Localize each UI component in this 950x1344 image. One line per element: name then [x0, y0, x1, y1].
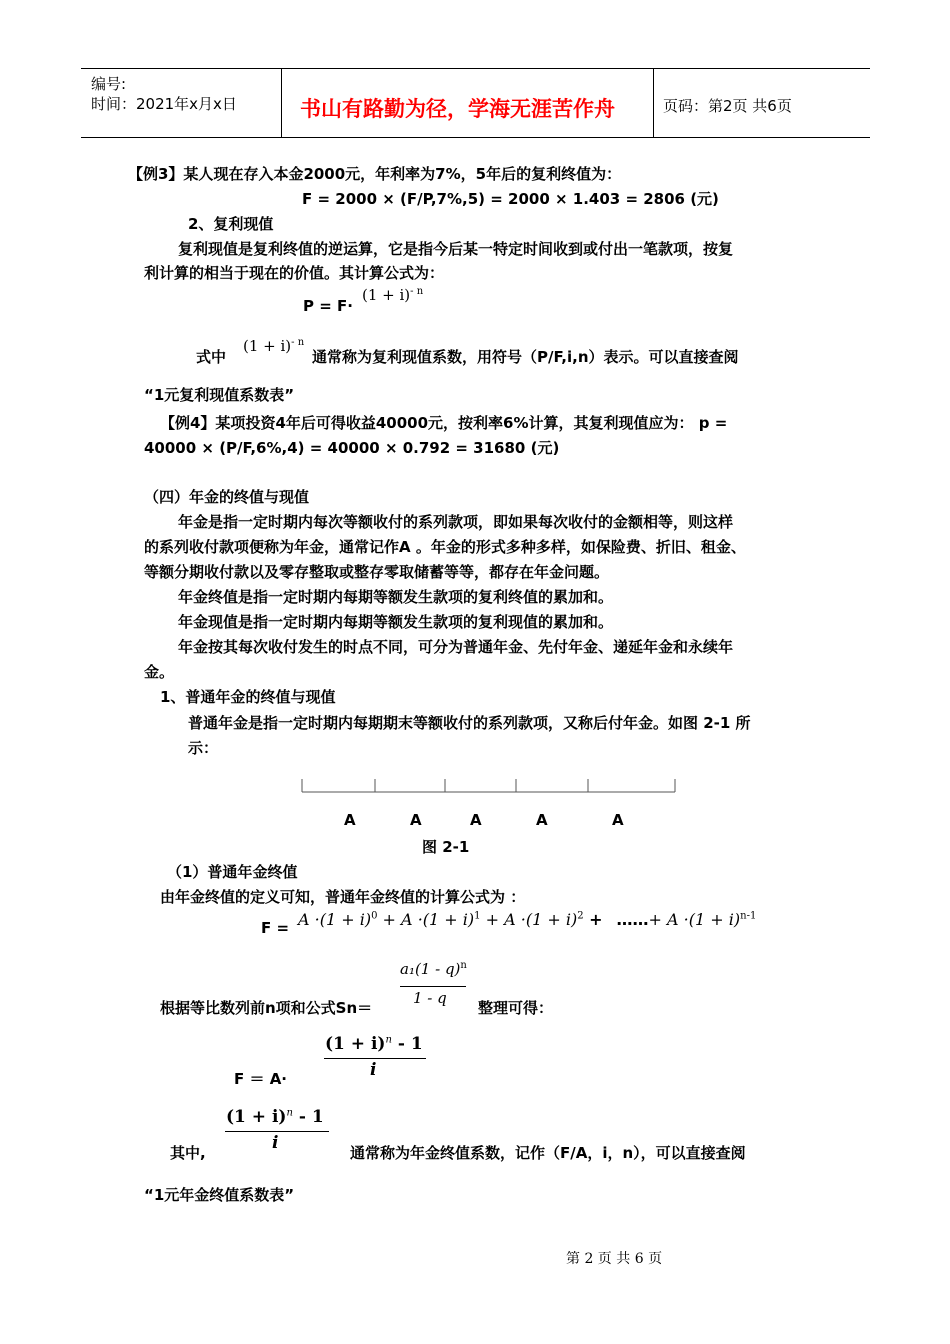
header-page-info: 页码：第2页 共6页	[663, 97, 792, 115]
timeline-label: A	[612, 811, 624, 829]
fv-table-name: “1元年金终值系数表”	[144, 1186, 295, 1204]
annuity-fv-definition: 年金终值是指一定时期内每期等额发生款项的复利终值的累加和。	[178, 588, 614, 606]
shizhong-label: 式中	[196, 348, 227, 366]
fv-intro: 由年金终值的定义可知，普通年金终值的计算公式为 ：	[160, 888, 526, 906]
figure-caption: 图 2-1	[422, 838, 470, 856]
document-code-label: 编号:	[91, 75, 127, 93]
header-motto: 书山有路勤为径，学海无涯苦作舟	[300, 97, 615, 121]
where-label: 其中,	[170, 1144, 206, 1162]
paragraph-line: 复利现值是复利终值的逆运算，它是指今后某一特定时间收到或付出一笔款项，按复	[178, 240, 734, 258]
subsection-title-annuity-fv: （1）普通年金终值	[167, 863, 298, 881]
section-title-compound-pv: 2、复利现值	[188, 215, 274, 233]
page-footer: 第 2 页 共 6 页	[566, 1251, 663, 1267]
pv-formula-prefix: P = F·	[303, 297, 353, 315]
document-date: 时间：2021年x月x日	[91, 95, 237, 113]
pv-formula: $(1 + i)^{- n}$	[362, 286, 424, 304]
example-4-line-2: 40000 × (P/F,6%,4) = 40000 × 0.792 = 31680 (元)	[144, 439, 560, 457]
paragraph-line: 年金按其每次收付发生的时点不同，可分为普通年金、先付年金、递延年金和永续年	[178, 638, 734, 656]
subsection-title-ordinary-annuity: 1、普通年金的终值与现值	[160, 688, 336, 706]
fv-sum-prefix: F =	[261, 919, 290, 937]
fv-sum-formula: $A \cdot(1 + i)^0 + A \cdot(1 + i)^1 + A \cdot(1 + i)^2$ + ……+ $A \cdot(1 + i)^{n-1}$	[298, 910, 757, 929]
fraction-bar	[225, 1131, 329, 1132]
geo-formula-numerator: a₁(1 - q)$^n$	[400, 960, 467, 978]
fraction-bar	[400, 986, 466, 987]
paragraph-line: 普通年金是指一定时期内每期期末等额收付的系列款项，又称后付年金。如图 2-1 所	[188, 714, 751, 732]
header-divider	[281, 69, 282, 137]
example-4-line-1: 【例4】某项投资4年后可得收益40000元，按利率6%计算，其复利现值应为： p =	[160, 414, 728, 432]
annuity-factor-denominator: i	[272, 1133, 279, 1153]
fv-result-numerator: $(1 + i)^n - 1$	[325, 1034, 423, 1054]
fraction-bar	[324, 1058, 426, 1059]
example-3-line-1: 【例3】某人现在存入本金2000元，年利率为7%，5年后的复利终值为：	[128, 165, 622, 183]
paragraph-line: 金。	[144, 663, 175, 681]
annuity-pv-definition: 年金现值是指一定时期内每期等额发生款项的复利现值的累加和。	[178, 613, 614, 631]
annuity-timeline	[295, 774, 685, 798]
fv-result-denominator: i	[370, 1060, 377, 1080]
geo-series-tail: 整理可得：	[478, 999, 554, 1017]
timeline-label: A	[470, 811, 482, 829]
geo-series-label: 根据等比数列前n项和公式Sn＝	[160, 999, 373, 1017]
section-title-annuity: （四）年金的终值与现值	[144, 488, 310, 506]
pv-table-name: “1元复利现值系数表”	[144, 386, 295, 404]
fv-factor-description: 通常称为年金终值系数，记作（F/A，i，n），可以直接查阅	[350, 1144, 746, 1162]
paragraph-line: 的系列收付款项便称为年金，通常记作A 。年金的形式多种多样，如保险费、折旧、租金、	[144, 538, 746, 556]
paragraph-line: 等额分期收付款以及零存整取或整存零取储蓄等等，都存在年金问题。	[144, 563, 610, 581]
header-divider	[653, 69, 654, 137]
pv-factor-formula: $(1 + i)^{- n}$	[243, 337, 305, 355]
timeline-label: A	[536, 811, 548, 829]
annuity-factor-numerator: $(1 + i)^n - 1$	[226, 1107, 324, 1127]
fv-result-prefix: F ＝ A·	[234, 1070, 287, 1088]
paragraph-line: 年金是指一定时期内每次等额收付的系列款项，即如果每次收付的金额相等，则这样	[178, 513, 734, 531]
paragraph-line: 示：	[188, 739, 219, 757]
geo-formula-denominator: 1 - q	[413, 989, 447, 1007]
pv-factor-description: 通常称为复利现值系数，用符号（P/F,i,n）表示。可以直接查阅	[312, 348, 739, 366]
paragraph-line: 利计算的相当于现在的价值。其计算公式为：	[144, 264, 445, 282]
page-header	[81, 68, 870, 138]
timeline-label: A	[344, 811, 356, 829]
timeline-label: A	[410, 811, 422, 829]
example-3-line-2: F = 2000 × (F/P,7%,5) = 2000 × 1.403 = 2806 (元)	[302, 190, 719, 208]
